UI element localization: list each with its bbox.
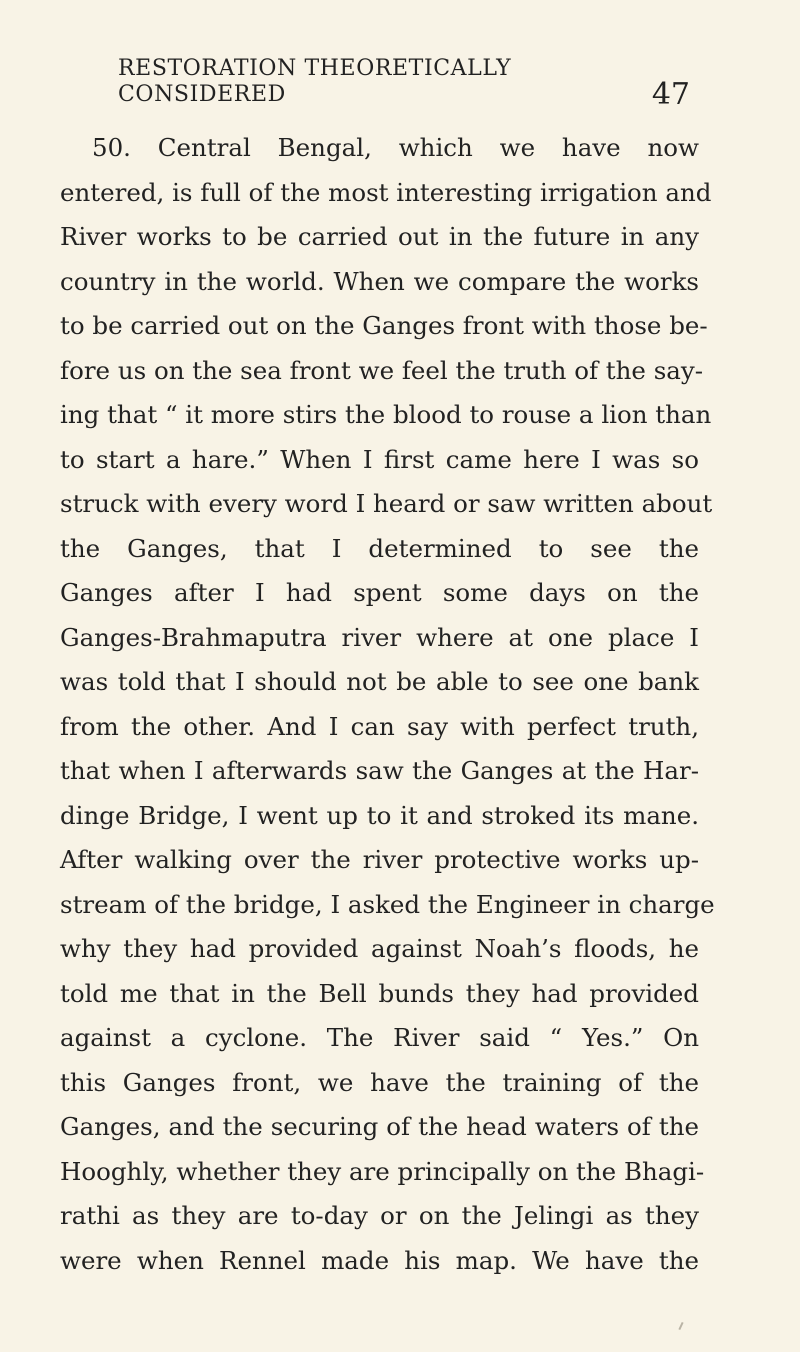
- page-number: 47: [651, 77, 690, 112]
- text-line: against a cyclone. The River said “ Yes.” On: [60, 1023, 699, 1052]
- text-line: Ganges after I had spent some days on the: [60, 578, 699, 607]
- text-line: struck with every word I heard or saw written about: [60, 489, 713, 518]
- text-line: rathi as they are to-day or on the Jelingi as they: [60, 1201, 699, 1230]
- text-line: why they had provided against Noah’s floods, he: [60, 934, 699, 963]
- text-line: from the other. And I can say with perfect truth,: [60, 711, 699, 741]
- text-line: 50. Central Bengal, which we have now: [92, 133, 699, 162]
- text-line: the Ganges, that I determined to see the: [60, 533, 699, 563]
- chapter-title: RESTORATION THEORETICALLY CONSIDERED: [118, 56, 512, 107]
- text-line: dinge Bridge, I went up to it and stroked its mane.: [60, 800, 699, 830]
- text-line: ing that “ it more stirs the blood to rouse a lion than: [60, 400, 712, 429]
- text-line: country in the world. When we compare the works: [60, 266, 699, 296]
- text-line: Ganges, and the securing of the head waters of the: [60, 1112, 699, 1141]
- running-header: [118, 56, 690, 112]
- text-line: fore us on the sea front we feel the truth of the say-: [60, 355, 704, 385]
- text-line: stream of the bridge, I asked the Engineer in charge: [60, 889, 715, 919]
- text-line: to start a hare.” When I first came here I was so: [60, 444, 699, 474]
- text-line: was told that I should not be able to see one bank: [60, 667, 699, 696]
- text-line: River works to be carried out in the future in any: [60, 222, 699, 251]
- text-line: Ganges-Brahmaputra river where at one place I: [60, 622, 699, 652]
- text-line: After walking over the river protective works up-: [60, 845, 699, 874]
- text-line: entered, is full of the most interesting irrigation and: [60, 177, 712, 207]
- text-line: that when I afterwards saw the Ganges at the Har-: [60, 756, 699, 785]
- text-line: told me that in the Bell bunds they had provided: [60, 978, 699, 1008]
- body-paragraph: [60, 126, 715, 1283]
- text-line: were when Rennel made his map. We have the: [60, 1245, 699, 1275]
- text-line: this Ganges front, we have the training of the: [60, 1067, 699, 1097]
- paper-speck: [678, 1322, 683, 1330]
- text-line: Hooghly, whether they are principally on the Bhagi-: [60, 1156, 705, 1186]
- text-line: to be carried out on the Ganges front with those be-: [60, 311, 708, 340]
